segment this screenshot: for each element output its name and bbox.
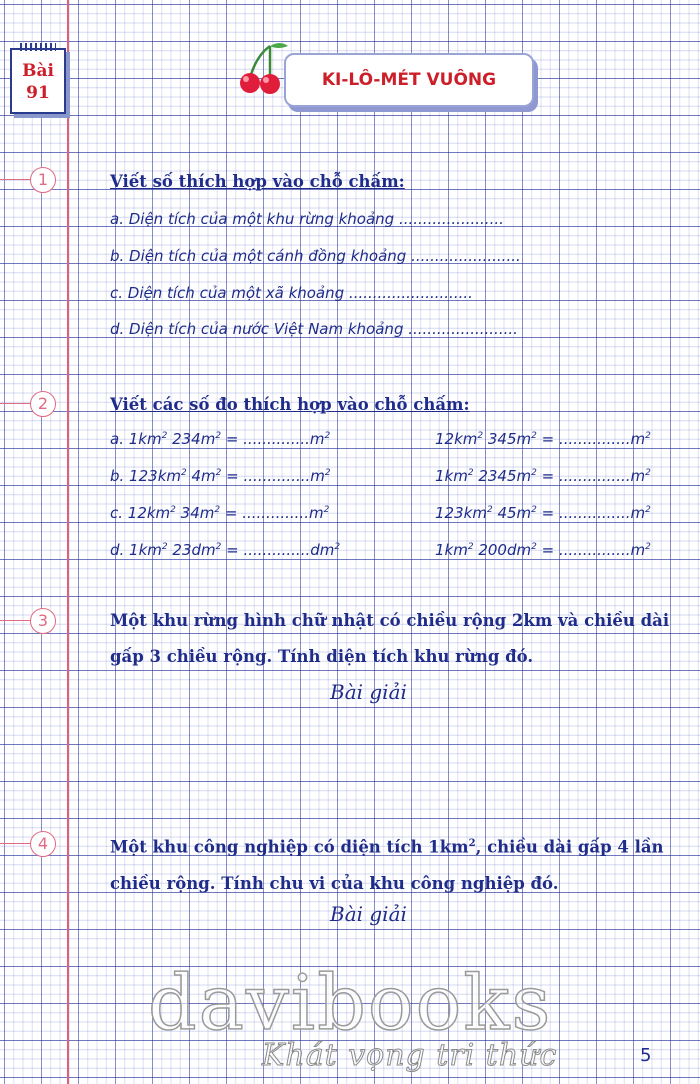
exercise-2-left-d: d. $1km^2$ $23dm^2 = ..............dm^2$	[110, 541, 341, 559]
exercise-1-heading: Viết số thích hợp vào chỗ chấm:	[110, 172, 405, 191]
lesson-number: 91	[26, 83, 50, 103]
exercise-4-number: 4	[30, 831, 56, 857]
lesson-title-box	[284, 53, 534, 107]
exercise-4-solution-label: Bài giải	[330, 902, 407, 926]
exercise-3-solution-label: Bài giải	[330, 680, 407, 704]
exercise-4-text: Một khu công nghiệp có diện tích $1km^2$, chiều dài gấp 4 lần chiều rộng. Tính chu vi của khu công nghiệp đó.	[110, 837, 664, 893]
exercise-1-item-a: a. Diện tích của một khu rừng khoảng ......................	[110, 210, 504, 228]
publisher-watermark: davibooks	[148, 958, 553, 1047]
exercise-2-left-c: c. $12km^2$ $34m^2 = ..............m^2$	[110, 504, 330, 522]
exercise-marker-line	[0, 179, 30, 180]
exercise-marker-line	[0, 843, 30, 844]
exercise-2-right-b: $1km^2$ $2345m^2 = ...............m^2$	[435, 467, 651, 485]
exercise-2-left-b: b. $123km^2$ $4m^2 = ..............m^2$	[110, 467, 331, 485]
exercise-2-right-d: $1km^2$ $200dm^2 = ...............m^2$	[435, 541, 651, 559]
exercise-marker-line	[0, 620, 30, 621]
notepad-spiral-icon	[20, 43, 56, 51]
exercise-2-heading: Viết các số đo thích hợp vào chỗ chấm:	[110, 395, 470, 414]
exercise-2-right-c: $123km^2$ $45m^2 = ...............m^2$	[435, 504, 651, 522]
lesson-badge	[10, 48, 66, 114]
lesson-label: Bài	[22, 61, 54, 81]
exercise-marker-line	[0, 403, 30, 404]
exercise-1-item-c: c. Diện tích của một xã khoảng ..........................	[110, 284, 473, 302]
exercise-1-item-b: b. Diện tích của một cánh đồng khoảng .......................	[110, 247, 521, 265]
exercise-1-item-d: d. Diện tích của nước Việt Nam khoảng .......................	[110, 320, 518, 338]
page-number: 5	[640, 1045, 652, 1066]
lesson-title: KI-LÔ-MÉT VUÔNG	[321, 70, 497, 90]
exercise-3-text: Một khu rừng hình chữ nhật có chiều rộng 2km và chiều dài gấp 3 chiều rộng. Tính diện tích khu rừng đó.	[110, 611, 670, 666]
exercise-2-number: 2	[30, 391, 56, 417]
publisher-slogan: Khát vọng tri thức	[262, 1038, 558, 1073]
exercise-2-left-a: a. $1km^2$ $234m^2 = ..............m^2$	[110, 430, 331, 448]
exercise-1-number: 1	[30, 167, 56, 193]
exercise-3-number: 3	[30, 608, 56, 634]
page-margin-line	[67, 0, 69, 1084]
exercise-2-right-a: $12km^2$ $345m^2 = ...............m^2$	[435, 430, 651, 448]
